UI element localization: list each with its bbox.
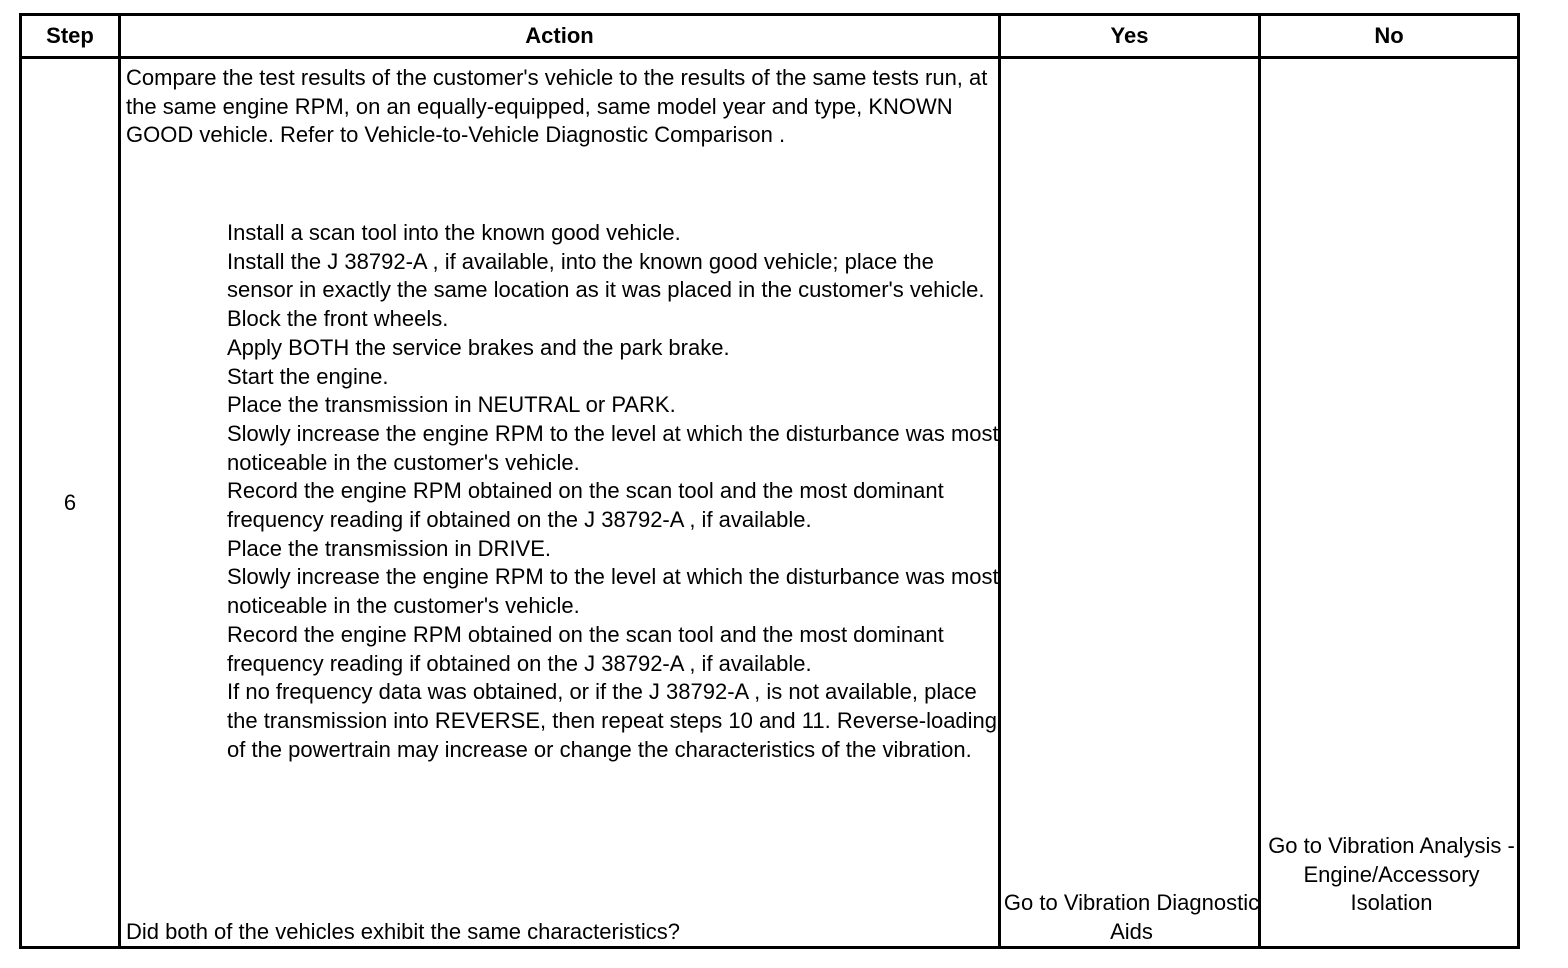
diagnostic-table [19, 13, 1520, 949]
action-step: Slowly increase the engine RPM to the level at which the disturbance was most noticeable in the customer's vehicle. [227, 420, 999, 475]
header-step: Step [46, 23, 94, 48]
action-step: Slowly increase the engine RPM to the level at which the disturbance was most noticeable in the customer's vehicle. [227, 564, 999, 619]
yes-outcome: Go to Vibration Diagnostic Aids [1003, 890, 1260, 944]
header-divider [22, 56, 1517, 59]
action-step: Place the transmission in NEUTRAL or PARK. [227, 392, 676, 418]
column-divider [118, 16, 121, 946]
action-step: Start the engine. [227, 363, 389, 389]
action-step: Install the J 38792-A , if available, into the known good vehicle; place the sensor in exactly the same location as it was placed in the customer's vehicle. [227, 248, 985, 303]
action-step: Record the engine RPM obtained on the scan tool and the most dominant frequency reading if obtained on the J 38792-A , if available. [227, 478, 944, 533]
header-no: No [1374, 23, 1404, 48]
action-intro: Compare the test results of the customer's vehicle to the results of the same tests run, at the same engine RPM, on an equally-equipped, same model year and type, KNOWN GOOD vehicle. Refer to Vehicle-to-Vehicle Diagnostic Comparison . [126, 65, 988, 148]
action-question: Did both of the vehicles exhibit the same characteristics? [126, 919, 680, 944]
action-step: Block the front wheels. [227, 306, 449, 332]
no-outcome: Go to Vibration Analysis - Engine/Accessory Isolation [1268, 833, 1515, 916]
action-step: Record the engine RPM obtained on the scan tool and the most dominant frequency reading if obtained on the J 38792-A , if available. [227, 621, 944, 676]
step-number: 6 [63, 490, 77, 515]
column-divider [1258, 16, 1261, 946]
action-step: Apply BOTH the service brakes and the park brake. [227, 334, 730, 360]
action-step: Install a scan tool into the known good vehicle. [227, 220, 681, 245]
action-step: If no frequency data was obtained, or if the J 38792-A , is not available, place the transmission into REVERSE, then repeat steps 10 and 11. Reverse-loading of the powertrain may increase or change the characteristics of the vibration. [227, 679, 998, 762]
action-step-list [227, 219, 1002, 764]
action-step: Place the transmission in DRIVE. [227, 535, 552, 561]
header-yes: Yes [1110, 23, 1149, 48]
header-action: Action [525, 23, 594, 48]
